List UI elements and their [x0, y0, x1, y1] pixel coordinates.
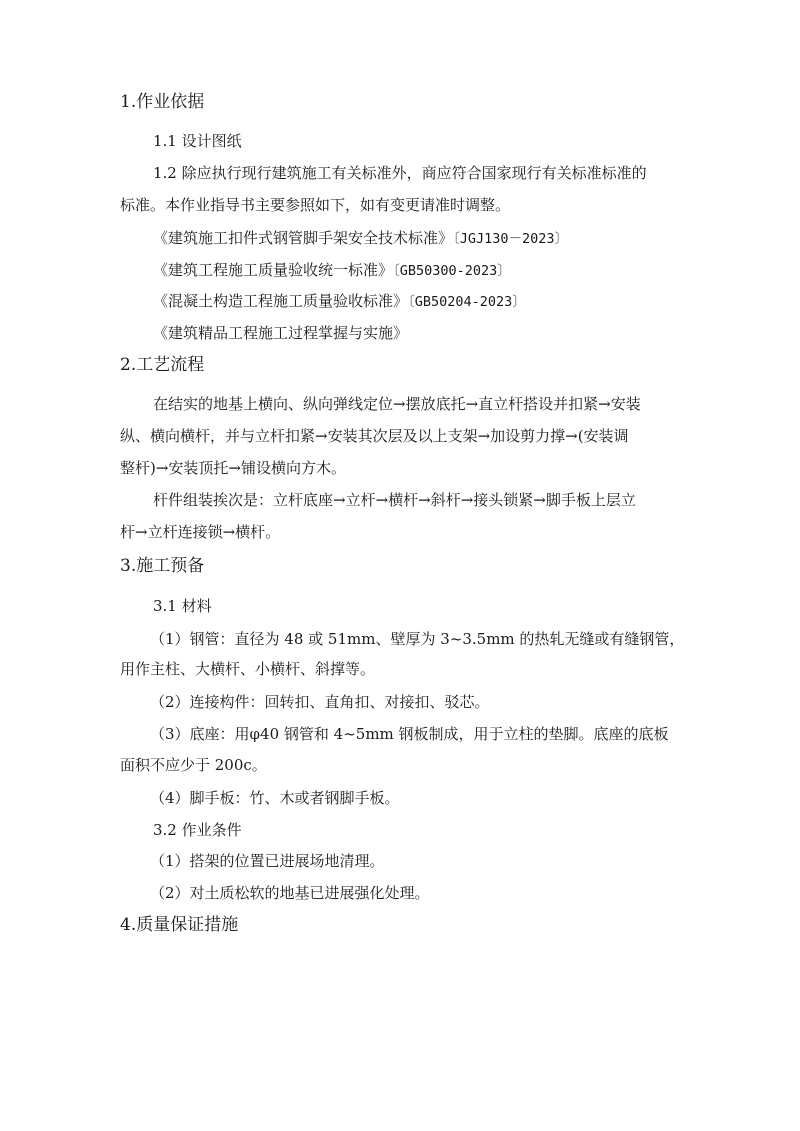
- condition-item-1: （1）搭架的位置已进展场地清理。: [150, 852, 385, 870]
- reference-item: [153, 323, 408, 344]
- material-item-4: （4）脚手板：竹、木或者钢脚手板。: [150, 789, 400, 807]
- assembly-paragraph-line-1: 杆件组装挨次是：立杆底座→立杆→横杆→斜杆→接头锁紧→脚手板上层立: [153, 491, 636, 509]
- process-paragraph-line-1: 在结实的地基上横向、纵向弹线定位→摆放底托→直立杆搭设并扣紧→安装: [153, 395, 641, 413]
- reference-title: 《混凝土构造工程施工质量验收标准》: [153, 292, 409, 310]
- reference-title: 《建筑施工扣件式钢管脚手架安全技术标准》: [153, 229, 454, 247]
- material-item-1-line-1: （1）钢管：直径为 48 或 51mm、壁厚为 3~3.5mm 的热轧无缝或有缝钢管，: [150, 630, 685, 648]
- process-paragraph-line-2: 纵、横向横杆，并与立杆扣紧→安装其次层及以上支架→加设剪力撑→(安装调: [120, 427, 629, 445]
- material-item-1-line-2: 用作主柱、大横杆、小横杆、斜撑等。: [120, 660, 376, 678]
- paragraph-1-2-line-1: 1.2 除应执行现行建筑施工有关标准外，商应符合国家现行有关标准标准的: [153, 164, 647, 182]
- reference-item: [153, 260, 511, 281]
- section-3-heading: 3.施工预备: [120, 556, 205, 576]
- subsection-3-2: 3.2 作业条件: [153, 821, 242, 839]
- subsection-3-1: 3.1 材料: [153, 597, 212, 615]
- reference-item: [153, 228, 568, 249]
- reference-item: [153, 291, 526, 312]
- reference-title: 《建筑工程施工质量验收统一标准》: [153, 261, 394, 279]
- process-paragraph-line-3: 整杆)→安装顶托→铺设横向方木。: [120, 459, 346, 477]
- condition-item-2: （2）对土质松软的地基已进展强化处理。: [150, 884, 430, 902]
- paragraph-1-2-line-2: 标准。本作业指导书主要参照如下，如有变更请准时调整。: [120, 196, 511, 214]
- reference-code: 〔GB50300-2023〕: [393, 263, 511, 279]
- material-item-3-line-2: 面积不应少于 200c。: [120, 756, 267, 774]
- subsection-1-1: 1.1 设计图纸: [153, 132, 242, 150]
- reference-code: 〔JGJ130－2023〕: [453, 231, 569, 247]
- reference-title: 《建筑精品工程施工过程掌握与实施》: [153, 324, 409, 342]
- section-2-heading: 2.工艺流程: [120, 355, 205, 375]
- assembly-paragraph-line-2: 杆→立杆连接锁→横杆。: [120, 523, 281, 541]
- material-item-2: （2）连接构件：回转扣、直角扣、对接扣、驳芯。: [150, 693, 490, 711]
- material-item-3-line-1: （3）底座：用φ40 钢管和 4~5mm 钢板制成，用于立柱的垫脚。底座的底板: [150, 725, 669, 743]
- section-4-heading: 4.质量保证措施: [120, 915, 239, 935]
- section-1-heading: 1.作业依据: [120, 92, 205, 112]
- reference-code: 〔GB50204-2023〕: [408, 294, 526, 310]
